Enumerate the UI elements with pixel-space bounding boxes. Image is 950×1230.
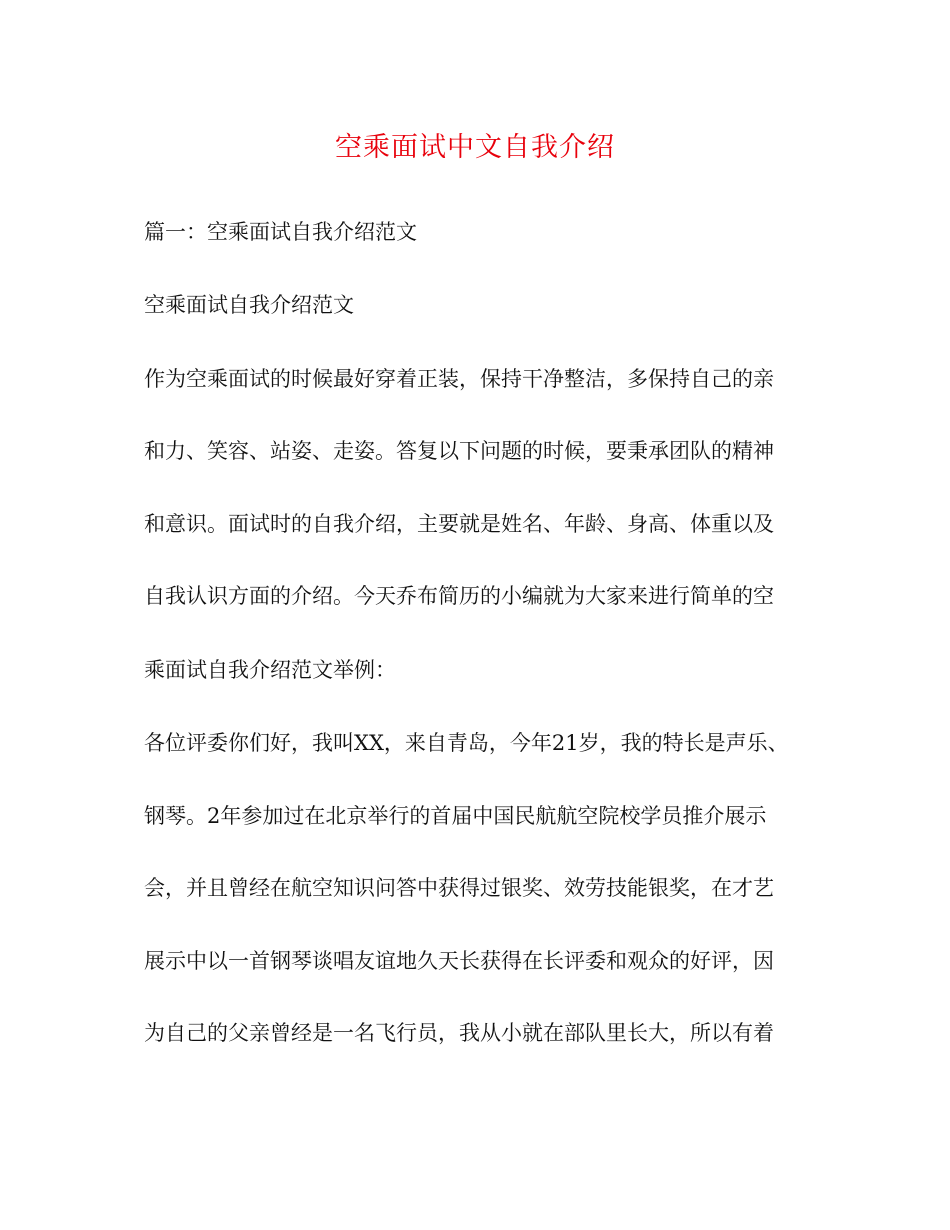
paragraph-line: 自我认识方面的介绍。今天乔布简历的小编就为大家来进行简单的空 — [144, 584, 774, 608]
paragraph-line: 会，并且曾经在航空知识问答中获得过银奖、效劳技能银奖，在才艺 — [144, 876, 774, 900]
sub-heading: 空乘面试自我介绍范文 — [144, 293, 354, 317]
paragraph-line: 各位评委你们好，我叫XX，来自青岛，今年21岁，我的特长是声乐、 — [144, 731, 789, 755]
document-title: 空乘面试中文自我介绍 — [335, 132, 615, 163]
paragraph-line: 和力、笑容、站姿、走姿。答复以下问题的时候，要秉承团队的精神 — [144, 439, 774, 463]
paragraph-line: 展示中以一首钢琴谈唱友谊地久天长获得在长评委和观众的好评，因 — [144, 949, 774, 973]
paragraph-line: 作为空乘面试的时候最好穿着正装，保持干净整洁，多保持自己的亲 — [144, 367, 774, 391]
paragraph-line: 和意识。面试时的自我介绍，主要就是姓名、年龄、身高、体重以及 — [144, 512, 774, 536]
section-heading: 篇一：空乘面试自我介绍范文 — [144, 220, 417, 244]
paragraph-line: 为自己的父亲曾经是一名飞行员，我从小就在部队里长大，所以有着 — [144, 1021, 774, 1045]
paragraph-line: 乘面试自我介绍范文举例： — [144, 658, 396, 682]
paragraph-line: 钢琴。2年参加过在北京举行的首届中国民航航空院校学员推介展示 — [144, 804, 767, 828]
